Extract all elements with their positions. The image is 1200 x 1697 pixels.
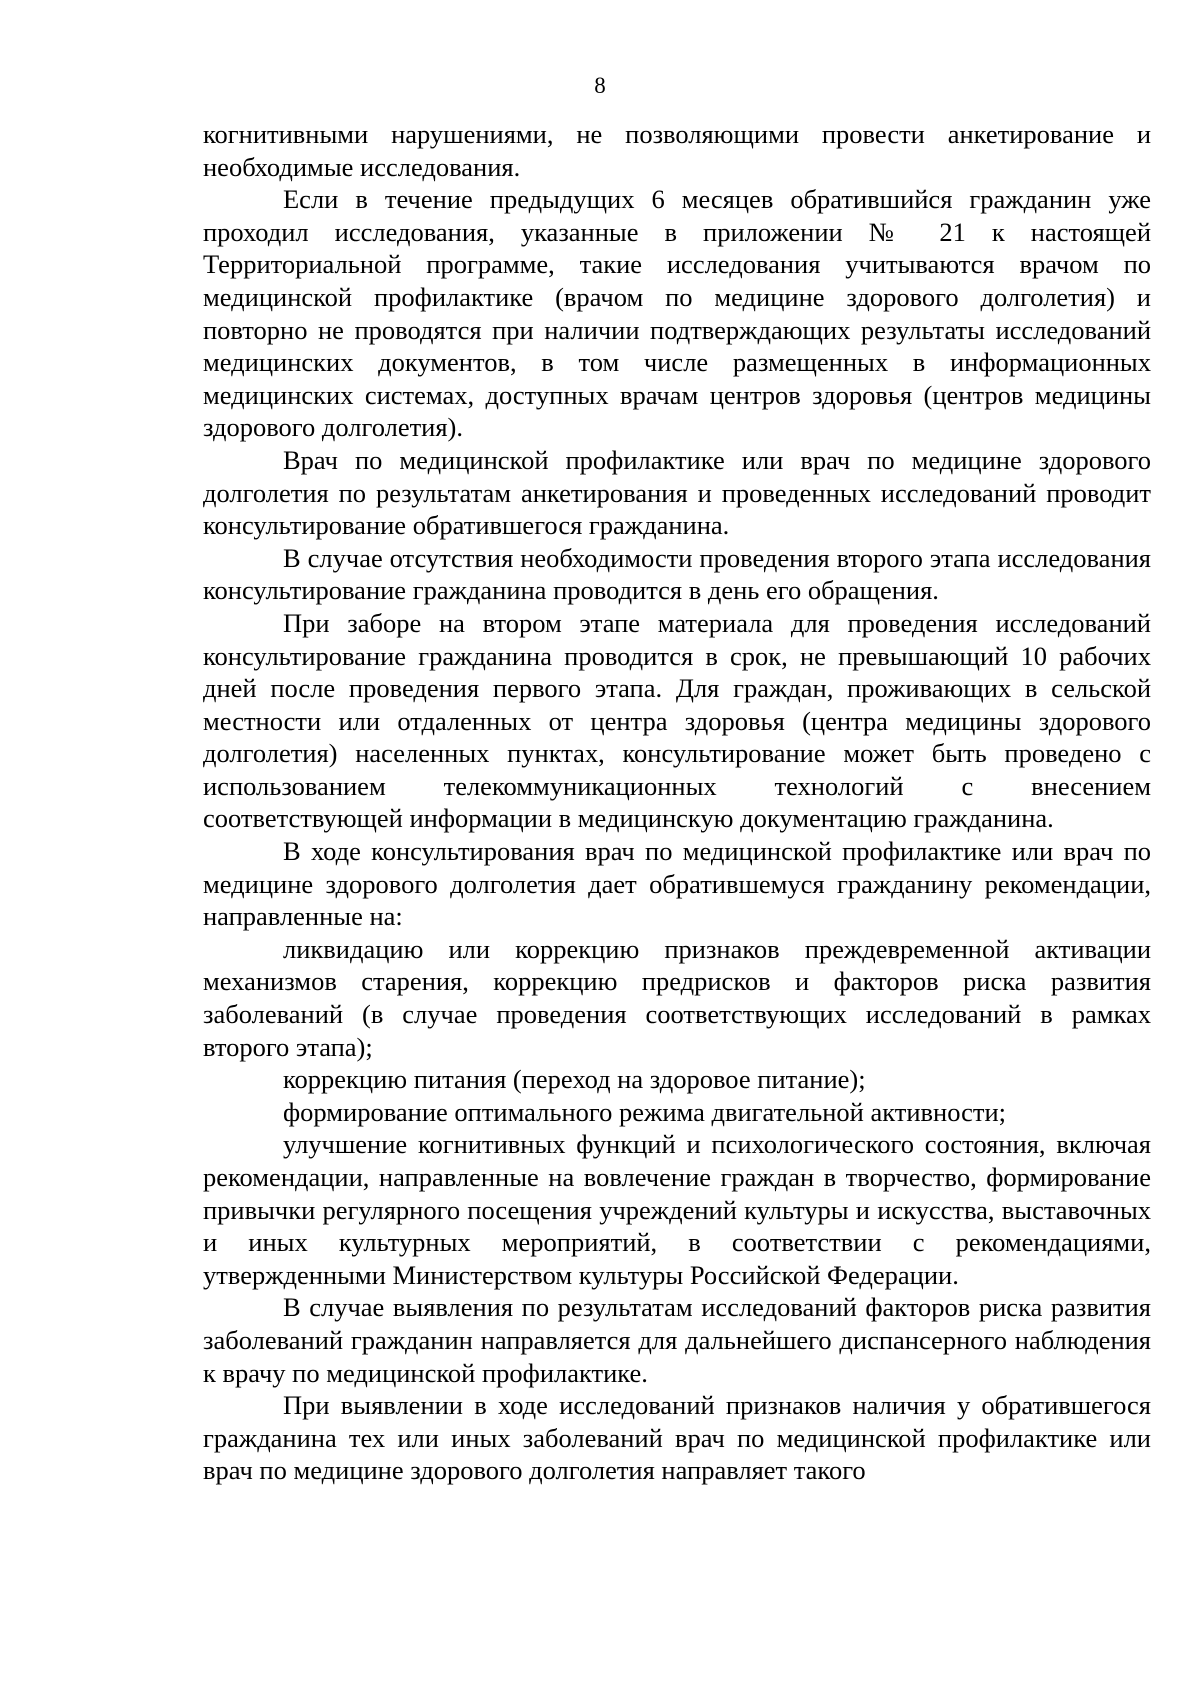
paragraph-continuation: когнитивными нарушениями, не позволяющими провести анкетирование и необходимые исследования. [203, 119, 1151, 182]
document-body [203, 118, 1151, 1487]
list-item-cognitive-functions: улучшение когнитивных функций и психологического состояния, включая рекомендации, направленные на вовлечение граждан в творчество, формирование привычки регулярного посещения учреждений культуры и искусства, выставочных и иных культурных мероприятий, в соответствии с рекомендациями, утвержденными Министерством культуры Российской Федерации. [203, 1129, 1151, 1290]
paragraph-recommendations-intro: В ходе консультирования врач по медицинской профилактике или врач по медицине здорового долголетия дает обратившемуся гражданину рекомендации, направленные на: [203, 836, 1151, 932]
list-item-aging-correction: ликвидацию или коррекцию признаков преждевременной активации механизмов старения, коррекцию предрисков и факторов риска развития заболеваний (в случае проведения соответствующих исследований в рамках второго этапа); [203, 933, 1151, 1062]
paragraph-consultation: Врач по медицинской профилактике или врач по медицине здорового долголетия по результатам анкетирования и проведенных исследований проводит консультирование обратившегося гражданина. [203, 444, 1151, 541]
paragraph-second-stage-deadline: При заборе на втором этапе материала для проведения исследований консультирование гражданина проводится в срок, не превышающий 10 рабочих дней после проведения первого этапа. Для граждан, проживающих в сельской местности или отдаленных от центра здоровья (центра медицины здорового долголетия) населенных пунктах, консультирование может быть проведено с использованием телекоммуникационных технологий с внесением соответствующей информации в медицинскую документацию гражданина. [203, 607, 1151, 834]
list-item-nutrition: коррекцию питания (переход на здоровое питание); [283, 1064, 866, 1095]
paragraph-diseases-referral: При выявлении в ходе исследований признаков наличия у обратившегося гражданина тех или иных заболеваний врач по медицинской профилактике или врач по медицине здорового долголетия направляет такого [203, 1390, 1151, 1486]
list-item-physical-activity: формирование оптимального режима двигательной активности; [283, 1096, 1007, 1127]
paragraph-previous-studies: Если в течение предыдущих 6 месяцев обратившийся гражданин уже проходил исследования, указанные в приложении № 21 к настоящей Территориальной программе, такие исследования учитываются врачом по медицинской профилактике (врачом по медицине здорового долголетия) и повторно не проводятся при наличии подтверждающих результаты исследований медицинских документов, в том числе размещенных в информационных медицинских системах, доступных врачам центров здоровья (центров медицины здорового долголетия). [203, 184, 1151, 443]
paragraph-no-second-stage: В случае отсутствия необходимости проведения второго этапа исследования консультирование гражданина проводится в день его обращения. [203, 542, 1151, 606]
paragraph-risk-factors: В случае выявления по результатам исследований факторов риска развития заболеваний гражданин направляется для дальнейшего диспансерного наблюдения к врачу по медицинской профилактике. [203, 1292, 1151, 1388]
page-number: 8 [594, 73, 606, 98]
